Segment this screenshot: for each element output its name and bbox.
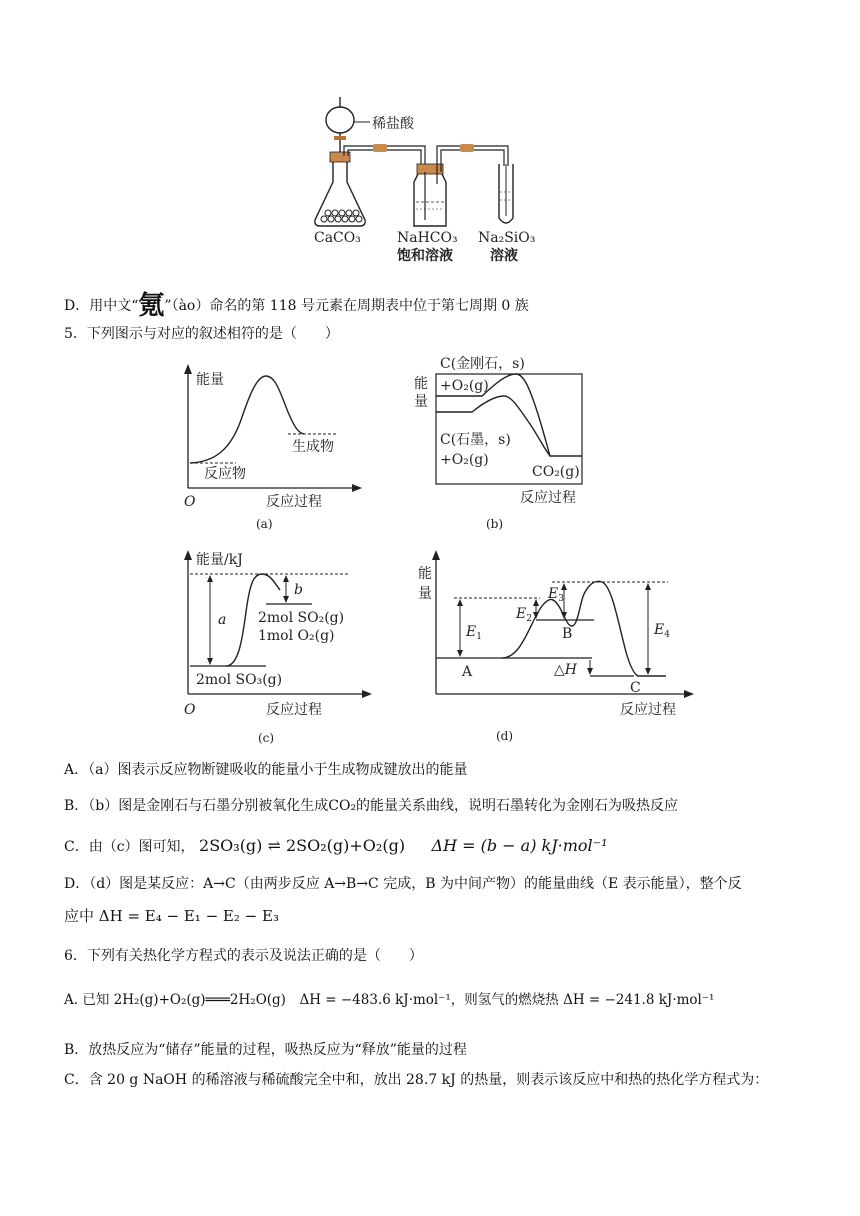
acid-label: 稀盐酸 xyxy=(372,116,414,132)
element-oganesson-char: 氪 xyxy=(138,291,165,321)
d-C: C xyxy=(630,680,641,696)
q5-option-b: B．（b）图是金刚石与石墨分别被氧化生成CO₂的能量关系曲线，说明石墨转化为金刚石为吸热反应 xyxy=(64,798,679,814)
flask2-label-2: 饱和溶液 xyxy=(397,248,453,264)
c-ylabel: 能量/kJ xyxy=(196,552,243,568)
c-prod-2: 1mol O₂(g) xyxy=(258,628,335,644)
a-ylabel: 能量 xyxy=(196,372,224,388)
a-origin: O xyxy=(184,494,196,510)
flask1-stopper xyxy=(330,152,350,162)
b-product: CO₂(g) xyxy=(532,464,580,480)
b-mid-label-2: +O₂(g) xyxy=(440,452,489,468)
c-origin: O xyxy=(184,702,196,718)
q6-option-b: B．放热反应为“储存”能量的过程，吸热反应为“释放”能量的过程 xyxy=(64,1042,467,1058)
q4-d-prefix: D．用中文“ xyxy=(64,298,139,314)
d-E2: $E_2$ xyxy=(516,606,532,624)
c-caption: (c) xyxy=(258,731,275,745)
d-dH: △H xyxy=(554,662,577,678)
flask2-label-1: NaHCO₃ xyxy=(397,230,458,246)
c-reactant: 2mol SO₃(g) xyxy=(196,672,283,688)
d-E1: $E_1$ xyxy=(466,624,482,642)
energy-diagram-d xyxy=(412,542,702,748)
a-product: 生成物 xyxy=(292,439,334,455)
c-a: a xyxy=(218,612,227,628)
q5-option-d-line1: D．（d）图是某反应：A→C（由两步反应 A→B→C 完成，B 为中间产物）的能量曲线（E 表示能量），整个反 xyxy=(64,876,742,892)
q5-option-c xyxy=(64,836,608,857)
d-B: B xyxy=(562,626,573,642)
d-ylabel-2: 量 xyxy=(418,586,432,602)
q4-d-suffix: ”（ào）命名的第 118 号元素在周期表中位于第七周期 0 族 xyxy=(164,298,529,314)
q5-stem: 5．下列图示与对应的叙述相符的是（ ） xyxy=(64,326,339,342)
q6-option-c: C．含 20 g NaOH 的稀溶液与稀硫酸完全中和，放出 28.7 kJ 的热量，则表示该反应中和热的热化学方程式为： xyxy=(64,1072,769,1088)
q5-c-prefix: C．由（c）图可知， xyxy=(64,839,195,855)
b-top-label-2: +O₂(g) xyxy=(440,378,489,394)
q6-option-a: A. 已知 2H₂(g)+O₂(g)═══2H₂O(g) ΔH = −483.6 kJ·mol⁻¹，则氢气的燃烧热 ΔH = −241.8 kJ·mol⁻¹ xyxy=(64,992,715,1008)
energy-diagram-c xyxy=(176,542,376,748)
b-xlabel: 反应过程 xyxy=(520,490,576,506)
q5-option-d-line2: 应中 ΔH = E₄ − E₁ − E₂ − E₃ xyxy=(64,907,279,925)
caco3-pellets xyxy=(321,210,362,222)
apparatus-figure xyxy=(300,92,590,272)
d-xlabel: 反应过程 xyxy=(620,702,676,718)
energy-diagram-b xyxy=(412,352,602,532)
d-ylabel-1: 能 xyxy=(418,566,432,582)
q5-c-equation: 2SO₃(g) ⇌ 2SO₂(g)+O₂(g) xyxy=(199,836,406,855)
b-ylabel-1: 能 xyxy=(414,376,428,392)
tube-label-2: 溶液 xyxy=(490,248,518,264)
b-top-label-1: C(金刚石，s) xyxy=(440,356,525,372)
q4-option-d xyxy=(64,291,529,321)
bottle-stopper xyxy=(417,164,443,174)
d-E3: $E_3$ xyxy=(548,586,564,604)
energy-diagram-a xyxy=(176,360,366,532)
q6-stem: 6．下列有关热化学方程式的表示及说法正确的是（ ） xyxy=(64,948,423,964)
d-E4: $E_4$ xyxy=(654,622,670,640)
wash-bottle xyxy=(414,174,446,226)
a-caption: (a) xyxy=(256,517,273,531)
q5-option-a: A．（a）图表示反应物断键吸收的能量小于生成物成键放出的能量 xyxy=(64,762,468,778)
a-reactant: 反应物 xyxy=(204,466,246,482)
d-caption: (d) xyxy=(496,729,514,743)
c-b: b xyxy=(294,582,303,598)
b-mid-label-1: C(石墨，s) xyxy=(440,432,511,448)
funnel-bulb xyxy=(326,107,354,133)
b-caption: (b) xyxy=(486,517,504,531)
c-xlabel: 反应过程 xyxy=(266,702,322,718)
tube-label-1: Na₂SiO₃ xyxy=(478,230,536,246)
d-A: A xyxy=(462,664,473,680)
b-ylabel-2: 量 xyxy=(414,394,428,410)
flask1-label: CaCO₃ xyxy=(314,230,361,246)
c-prod-1: 2mol SO₂(g) xyxy=(258,610,345,626)
q5-c-dh: ΔH = (b − a) kJ·mol⁻¹ xyxy=(431,836,608,855)
a-xlabel: 反应过程 xyxy=(266,494,322,510)
